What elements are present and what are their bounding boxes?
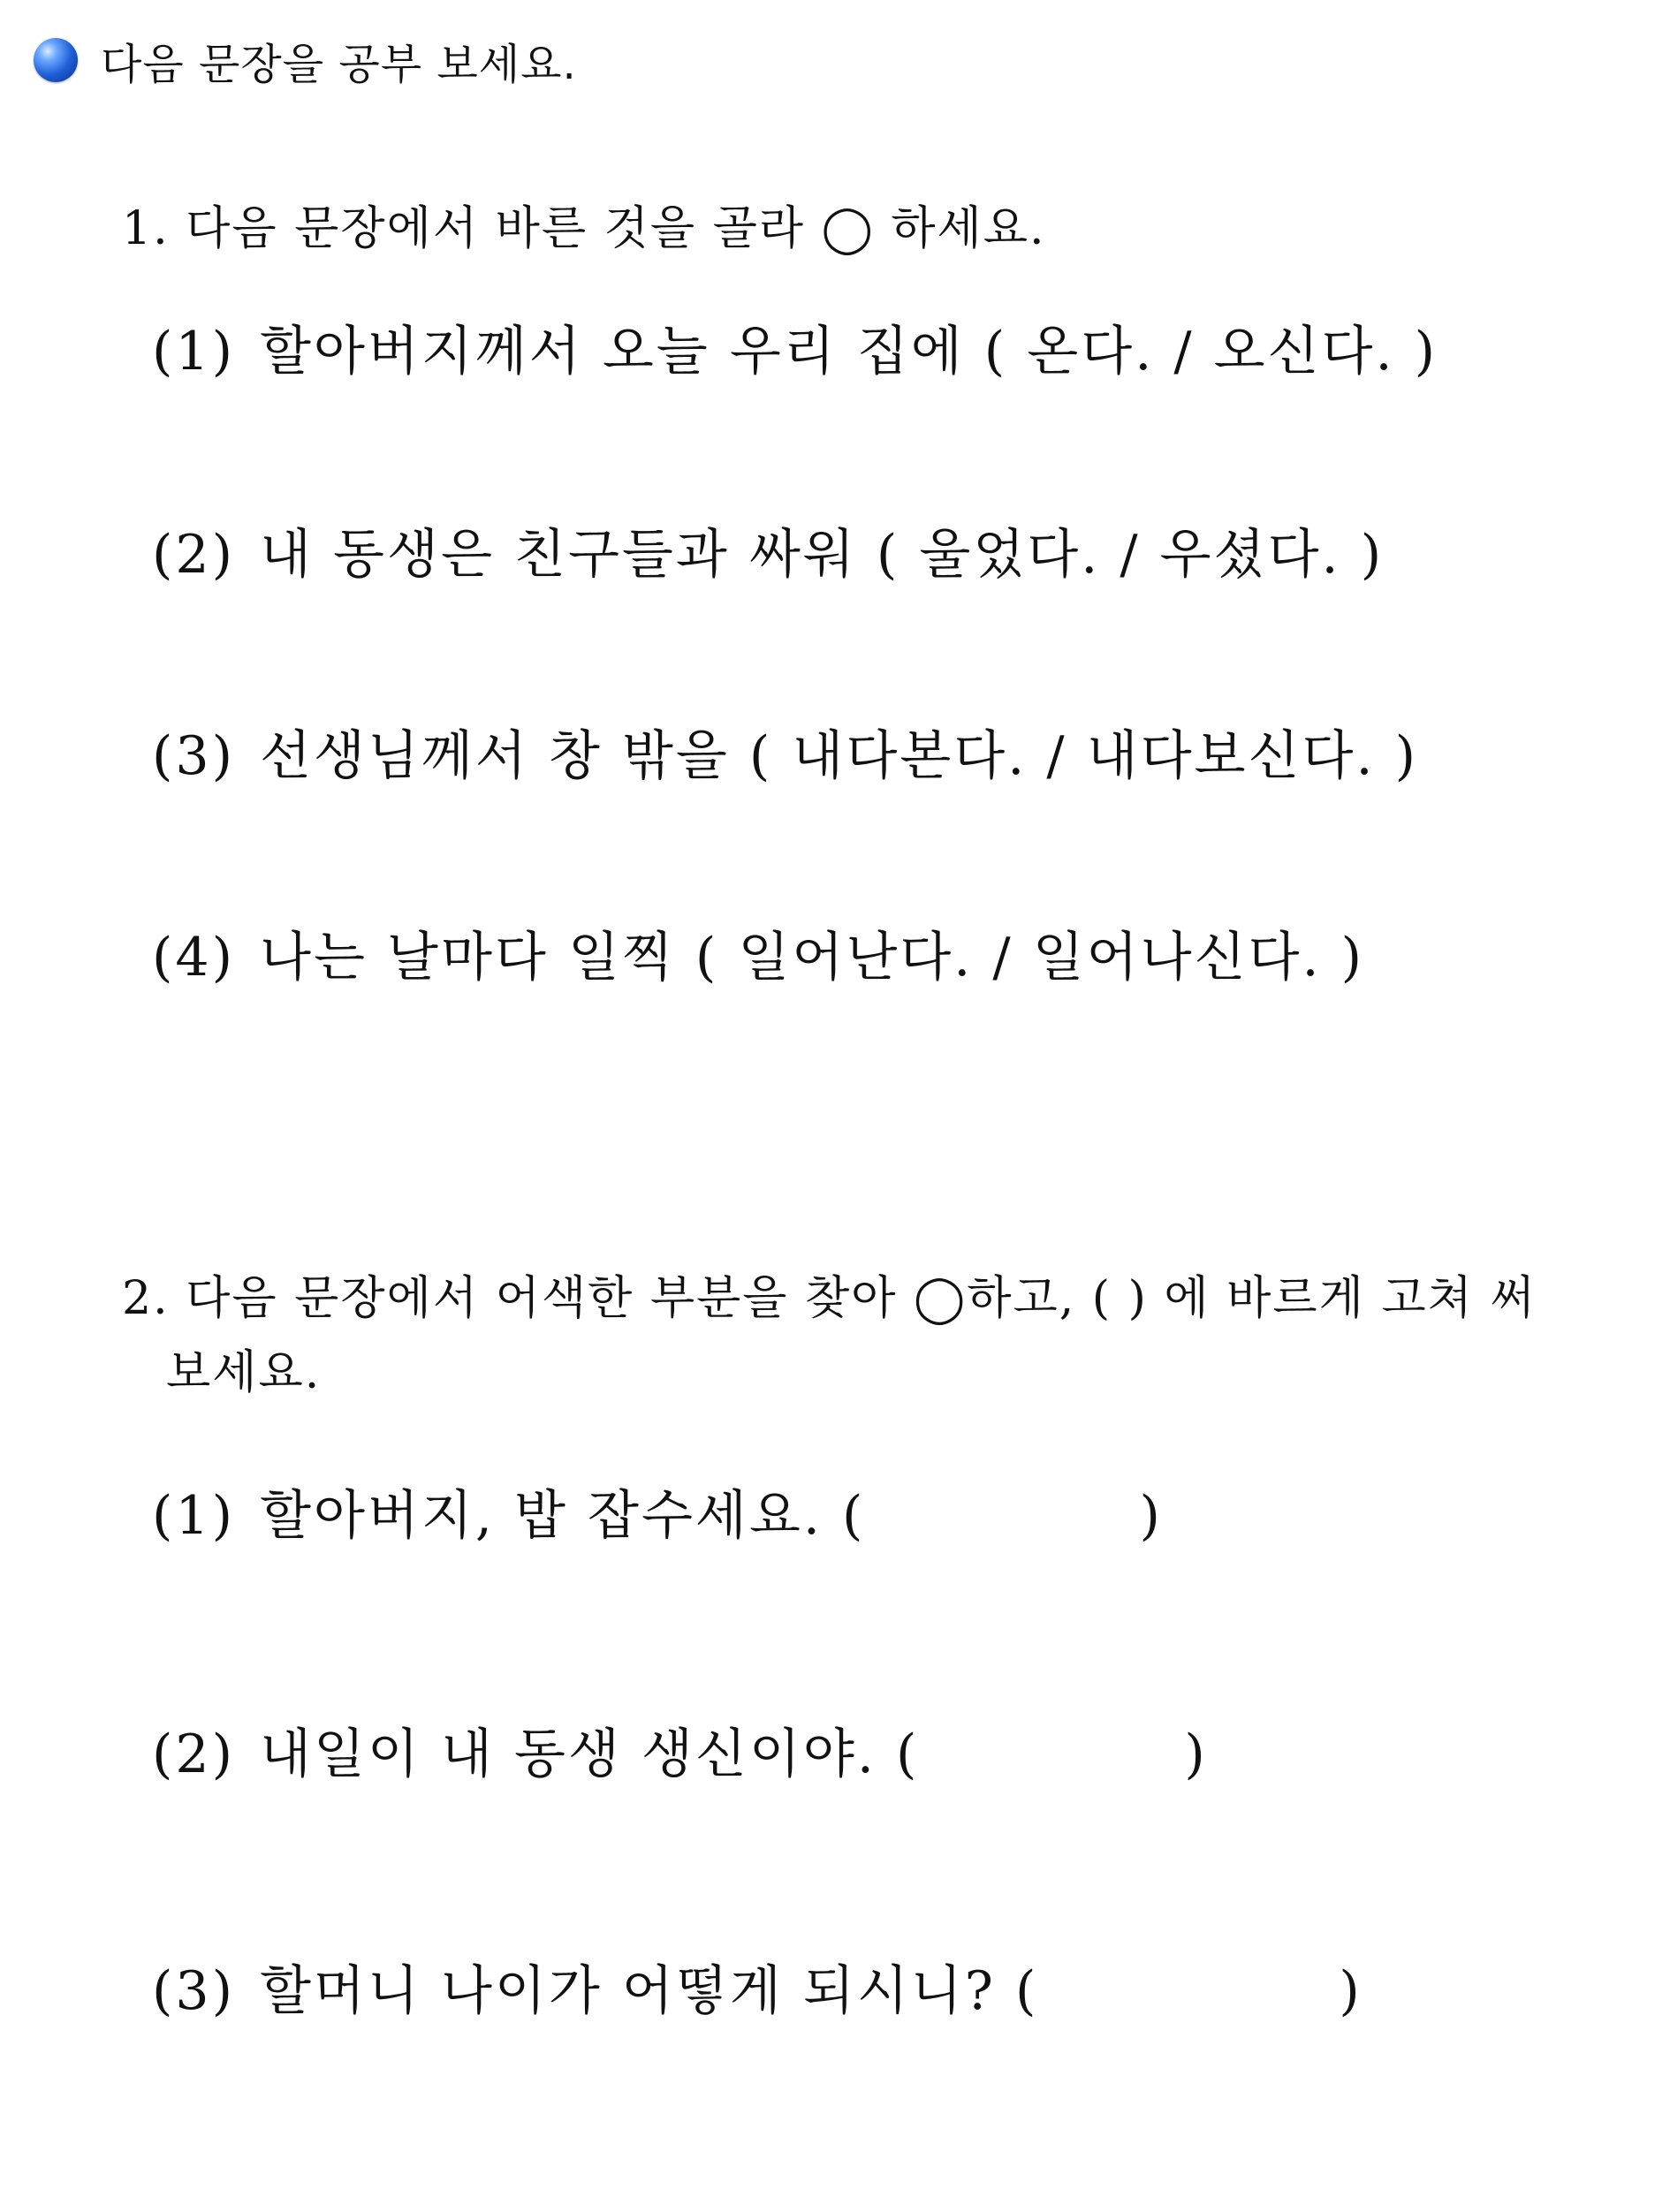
answer-close-paren: )	[1184, 1723, 1208, 1785]
item-number: (1)	[152, 1485, 235, 1547]
item-number: (2)	[152, 524, 235, 586]
question-2-title: 2. 다음 문장에서 어색한 부분을 찾아 ◯하고, ( ) 에 바르게 고쳐 써 보세요.	[122, 1272, 1537, 1399]
answer-open-paren: (	[1014, 1960, 1039, 2022]
instruction-text: 다음 문장을 공부 보세요.	[101, 39, 577, 89]
item-text: 선생님께서 창 밖을 ( 내다본다. / 내다보신다. )	[260, 725, 1419, 787]
item-number: (1)	[152, 321, 235, 383]
item-text: 할아버지께서 오늘 우리 집에 ( 온다. / 오신다. )	[260, 321, 1438, 383]
q2-item-1	[152, 1473, 1163, 1549]
item-number: (3)	[152, 1960, 235, 2022]
item-number: (3)	[152, 725, 235, 787]
item-text: 할아버지, 밥 잡수세요.	[260, 1485, 823, 1547]
answer-close-paren: )	[1339, 1960, 1363, 2022]
item-number: (2)	[152, 1723, 235, 1785]
question-1-title: 1. 다음 문장에서 바른 것을 골라 ◯ 하세요.	[122, 202, 1046, 255]
q1-item-3	[152, 714, 1418, 790]
instruction-header	[34, 25, 577, 95]
item-text: 할머니 나이가 어떻게 되시니?	[260, 1960, 996, 2022]
item-text: 내 동생은 친구들과 싸워 ( 울었다. / 우셨다. )	[260, 524, 1385, 586]
item-text: 나는 날마다 일찍 ( 일어난다. / 일어나신다. )	[260, 927, 1365, 989]
q2-item-3	[152, 1949, 1363, 2025]
item-number: (4)	[152, 927, 235, 989]
q1-item-4	[152, 915, 1364, 991]
q2-item-2	[152, 1712, 1208, 1788]
q1-item-2	[152, 512, 1384, 588]
blue-ball-bullet-icon	[34, 38, 78, 82]
answer-open-paren: (	[895, 1723, 920, 1785]
answer-close-paren: )	[1139, 1485, 1163, 1547]
answer-open-paren: (	[842, 1485, 866, 1547]
item-text: 내일이 내 동생 생신이야.	[260, 1723, 877, 1785]
q1-item-1	[152, 309, 1438, 385]
